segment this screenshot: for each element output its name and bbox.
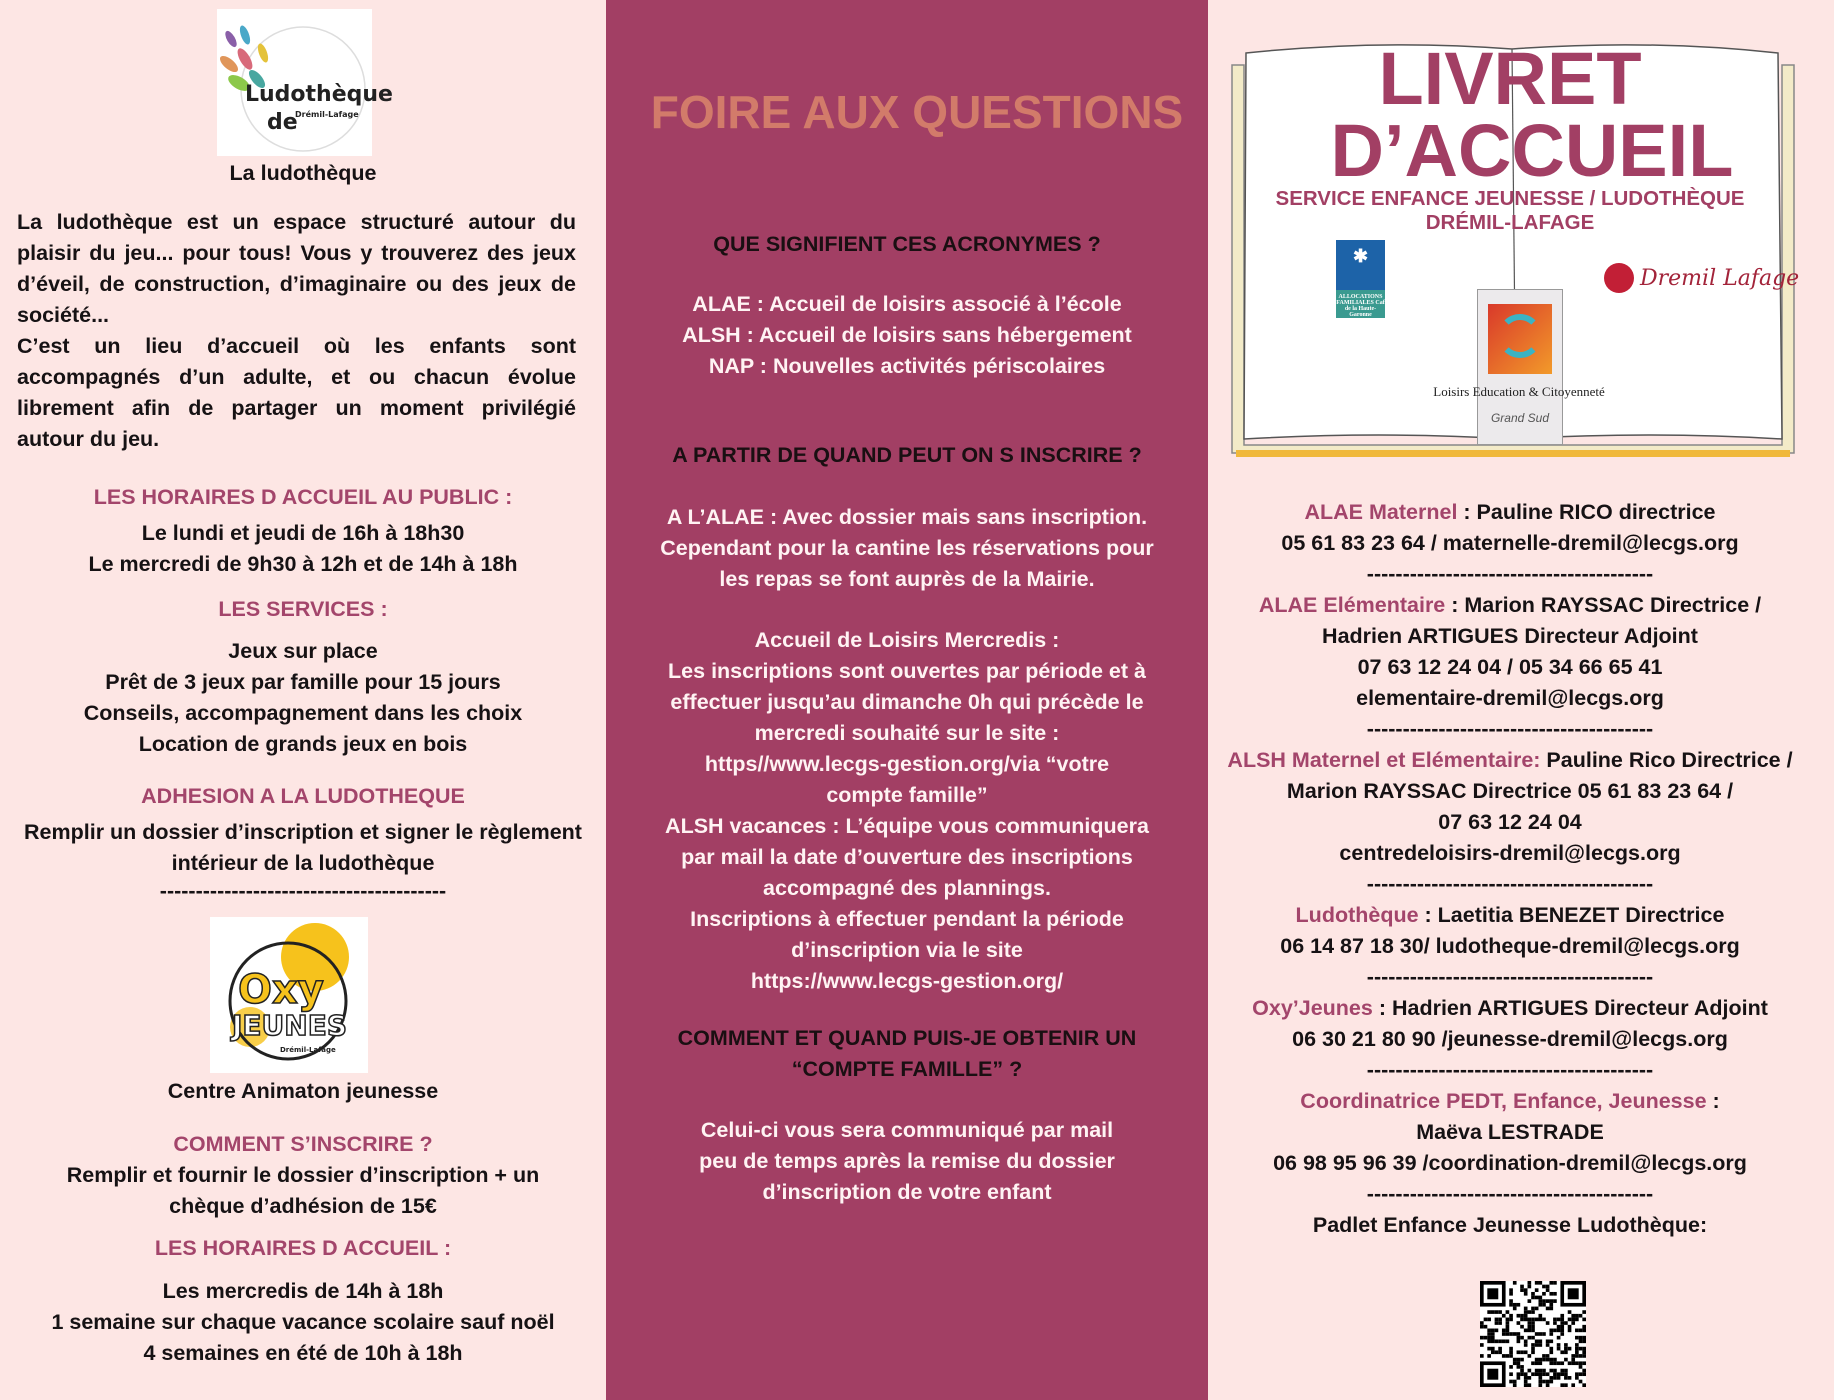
faq-question-3 <box>606 1023 1208 1085</box>
answer-line: effectuer jusqu’au dimanche 0h qui précède le <box>670 690 1144 714</box>
contact-heading <box>1208 900 1812 931</box>
service-item: Conseils, accompagnement dans les choix <box>83 701 523 725</box>
contact-heading <box>1208 993 1812 1024</box>
ludotheque-intro <box>17 207 576 455</box>
contact-heading <box>1208 1086 1812 1117</box>
contact-detail: 06 14 87 18 30/ ludotheque-dremil@lecgs.org <box>1280 934 1740 958</box>
svg-text:de: de <box>267 110 298 135</box>
adhesion-line: Remplir un dossier d’inscription et signer le règlement <box>24 820 582 844</box>
answer-line: A L’ALAE : Avec dossier mais sans inscription. <box>666 505 1148 529</box>
contact-person: : Pauline RICO directrice <box>1457 500 1716 524</box>
services-list <box>0 636 606 760</box>
faq-question-1: QUE SIGNIFIENT CES ACRONYMES ? <box>713 232 1101 256</box>
ludotheque-logo <box>217 9 393 156</box>
contact-detail: elementaire-dremil@lecgs.org <box>1356 686 1664 710</box>
contact-detail: 06 98 95 96 39 /coordination-dremil@lecgs.org <box>1273 1151 1747 1175</box>
answer-line: NAP : Nouvelles activités périscolaires <box>708 354 1106 378</box>
answer-line: Celui-ci vous sera communiqué par mail <box>700 1118 1114 1142</box>
left-panel <box>0 0 606 1400</box>
booklet-subtitle-2: DRÉMIL-LAFAGE <box>1425 211 1595 234</box>
service-item: Jeux sur place <box>228 639 378 663</box>
divider: ---------------------------------------- <box>1366 1182 1654 1206</box>
lec-logo-subtext: Grand Sud <box>1490 411 1550 425</box>
dremil-emblem-icon <box>1604 263 1634 293</box>
answer-line: les repas se font auprès de la Mairie. <box>719 567 1095 591</box>
oxy-hours-line: Les mercredis de 14h à 18h <box>162 1279 444 1303</box>
booklet-title-line-1: LIVRET <box>1378 37 1642 120</box>
contact-detail: 06 30 21 80 90 /jeunesse-dremil@lecgs.org <box>1292 1027 1728 1051</box>
adhesion-text <box>0 817 606 879</box>
divider: ---------------------------------------- <box>1366 965 1654 989</box>
contact-detail: Marion RAYSSAC Directrice 05 61 83 23 64 / <box>1286 779 1734 803</box>
oxy-hours-title: LES HORAIRES D ACCUEIL : <box>154 1236 452 1260</box>
oxy-hours <box>0 1276 606 1369</box>
answer-line: d’inscription via le site <box>791 938 1023 962</box>
faq-panel <box>606 0 1208 1400</box>
answer-line: Les inscriptions sont ouvertes par période et à <box>668 659 1146 683</box>
contact-heading <box>1208 497 1812 528</box>
contact-detail: 07 63 12 24 04 <box>1438 810 1582 834</box>
services-title: LES SERVICES : <box>218 597 388 621</box>
dremil-lafage-logo <box>1604 258 1799 298</box>
oxy-jeunes-logo <box>210 917 368 1073</box>
contact-service-label: ALAE Maternel <box>1304 500 1458 524</box>
inscrire-line: chèque d’adhésion de 15€ <box>169 1194 437 1218</box>
signup-link[interactable]: https//www.lecgs-gestion.org/via “votre <box>704 752 1110 776</box>
answer-line: peu de temps après la remise du dossier <box>699 1149 1115 1173</box>
svg-text:Oxy: Oxy <box>238 967 324 1013</box>
question-line: “COMPTE FAMILLE” ? <box>791 1057 1023 1081</box>
answer-line: ALSH vacances : L’équipe vous communiquera <box>665 814 1149 838</box>
contact-heading <box>1208 590 1812 621</box>
oxy-hours-line: 4 semaines en été de 10h à 18h <box>143 1341 463 1365</box>
answer-line: Cependant pour la cantine les réservations pour <box>660 536 1154 560</box>
padlet-label: Padlet Enfance Jeunesse Ludothèque: <box>1312 1213 1708 1237</box>
inscrire-line: Remplir et fournir le dossier d’inscription + un <box>66 1163 540 1187</box>
public-hours-title: LES HORAIRES D ACCUEIL AU PUBLIC : <box>93 485 513 509</box>
contact-detail: Maëva LESTRADE <box>1416 1120 1604 1144</box>
lecgs-link[interactable]: https://www.lecgs-gestion.org/ <box>750 969 1064 993</box>
faq-title: FOIRE AUX QUESTIONS <box>650 86 1184 138</box>
padlet-qr-code[interactable] <box>1480 1281 1586 1387</box>
public-hours <box>0 518 606 580</box>
contact-person: : Laetitia BENEZET Directrice <box>1418 903 1725 927</box>
contact-service-label: Ludothèque <box>1295 903 1419 927</box>
ludotheque-caption: La ludothèque <box>229 161 377 185</box>
answer-line: par mail la date d’ouverture des inscriptions <box>681 845 1133 869</box>
adhesion-line: intérieur de la ludothèque <box>171 851 435 875</box>
answer-line: Accueil de Loisirs Mercredis : <box>754 628 1060 652</box>
dremil-logo-text: Dremil Lafage <box>1640 265 1800 291</box>
booklet-title-line-2: D’ACCUEIL <box>1330 109 1734 192</box>
faq-answer-1 <box>606 289 1208 382</box>
question-line: COMMENT ET QUAND PUIS-JE OBTENIR UN <box>677 1026 1137 1050</box>
booklet-subtitle-1: SERVICE ENFANCE JEUNESSE / LUDOTHÈQUE <box>1275 187 1745 210</box>
contacts-panel <box>1208 0 1812 1400</box>
divider: ---------------------------------------- <box>1366 717 1654 741</box>
contact-detail: Hadrien ARTIGUES Directeur Adjoint <box>1322 624 1698 648</box>
divider: ---------------------------------------- <box>1366 1058 1654 1082</box>
contact-service-label: ALSH Maternel et Elémentaire: <box>1227 748 1541 772</box>
svg-text:JEUNES: JEUNES <box>232 1009 348 1042</box>
hours-line: Le mercredi de 9h30 à 12h et de 14h à 18h <box>88 552 518 576</box>
svg-text:Drémil-Lafage: Drémil-Lafage <box>295 110 359 119</box>
answer-line: mercredi souhaité sur le site : <box>754 721 1060 745</box>
contact-service-label: Coordinatrice PEDT, Enfance, Jeunesse <box>1300 1089 1707 1113</box>
inscrire-title: COMMENT S’INSCRIRE ? <box>173 1132 433 1156</box>
intro-paragraph-2: C’est un lieu d’accueil où les enfants sont accompagnés d’un adulte, et ou chacun évolue librement afin de partager un moment privilégié autour du jeu. <box>17 334 576 451</box>
inscrire-text <box>0 1160 606 1222</box>
faq-question-2: A PARTIR DE QUAND PEUT ON S INSCRIRE ? <box>672 443 1142 467</box>
contact-service-label: ALAE Elémentaire <box>1258 593 1446 617</box>
faq-answer-2a <box>606 502 1208 595</box>
answer-line: ALSH : Accueil de loisirs sans hébergement <box>682 323 1132 347</box>
divider: ---------------------------------------- <box>1366 562 1654 586</box>
contact-detail: 07 63 12 24 04 / 05 34 66 65 41 <box>1357 655 1663 679</box>
oxy-caption: Centre Animaton jeunesse <box>167 1079 439 1103</box>
divider: ---------------------------------------- <box>1366 872 1654 896</box>
faq-answer-2b <box>606 625 1208 997</box>
hours-line: Le lundi et jeudi de 16h à 18h30 <box>141 521 465 545</box>
contact-person: : Marion RAYSSAC Directrice / <box>1445 593 1762 617</box>
divider: ---------------------------------------- <box>159 879 447 903</box>
svg-text:Ludothèque: Ludothèque <box>245 82 393 107</box>
service-item: Location de grands jeux en bois <box>138 732 468 756</box>
answer-line: accompagné des plannings. <box>763 876 1051 900</box>
adhesion-title: ADHESION A LA LUDOTHEQUE <box>141 784 465 808</box>
contact-detail: centredeloisirs-dremil@lecgs.org <box>1339 841 1681 865</box>
contact-person: : <box>1706 1089 1720 1113</box>
lec-logo-text: Loisirs Education & Citoyenneté <box>1433 384 1605 399</box>
service-item: Prêt de 3 jeux par famille pour 15 jours <box>105 670 501 694</box>
contact-service-label: Oxy’Jeunes <box>1252 996 1373 1020</box>
svg-text:Drémil-Lafage: Drémil-Lafage <box>280 1046 336 1054</box>
answer-line: ALAE : Accueil de loisirs associé à l’école <box>692 292 1122 316</box>
contact-heading <box>1208 745 1812 776</box>
answer-line: Inscriptions à effectuer pendant la période <box>690 907 1124 931</box>
intro-paragraph-1: La ludothèque est un espace structuré autour du plaisir du jeu... pour tous! Vous y trouverez des jeux d’éveil, de construction, d’imaginaire ou des jeux de société... <box>17 210 576 327</box>
contact-person: : Hadrien ARTIGUES Directeur Adjoint <box>1372 996 1768 1020</box>
contact-person: Pauline Rico Directrice / <box>1540 748 1793 772</box>
contact-detail: 05 61 83 23 64 / maternelle-dremil@lecgs.org <box>1281 531 1739 555</box>
faq-answer-3 <box>606 1115 1208 1208</box>
oxy-hours-line: 1 semaine sur chaque vacance scolaire sauf noël <box>51 1310 555 1334</box>
caf-logo-text: ALLOCATIONS FAMILIALES Caf de la Haute-Garonne <box>1336 290 1385 318</box>
contacts-list <box>1208 497 1812 1241</box>
answer-line: d’inscription de votre enfant <box>762 1180 1052 1204</box>
answer-line: compte famille” <box>826 783 988 807</box>
caf-logo: ✱ ALLOCATIONS FAMILIALES Caf de la Haute-Garonne <box>1336 240 1385 318</box>
